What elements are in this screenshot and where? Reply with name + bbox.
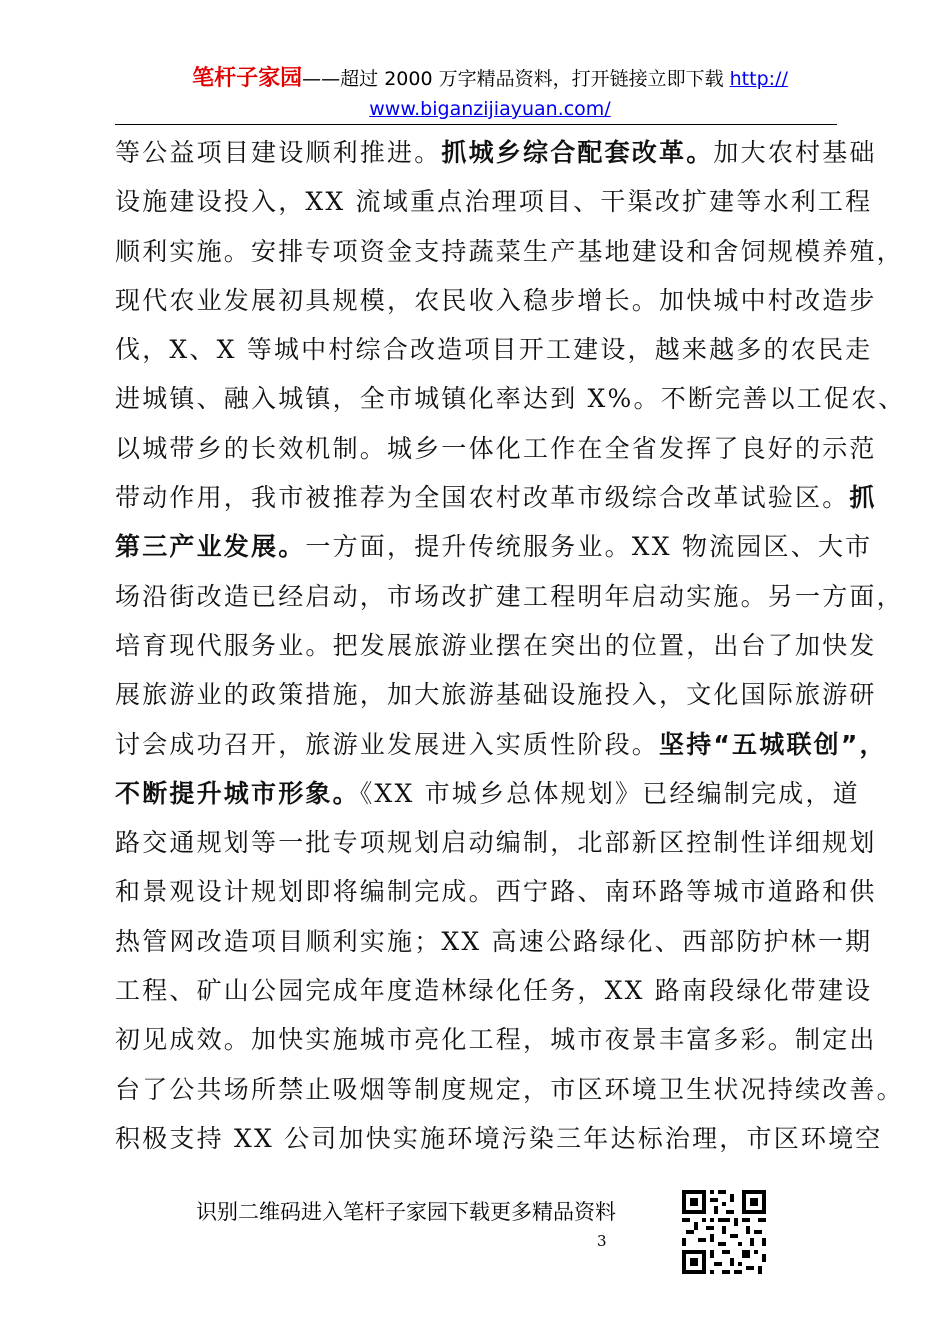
text-line: 场沿街改造已经启动，市场改扩建工程明年启动实施。另一方面， [115,581,904,611]
qr-code-icon[interactable] [680,1188,768,1276]
text-line: 和景观设计规划即将编制完成。西宁路、南环路等城市道路和供 [115,877,877,907]
text-line: 讨会成功召开，旅游业发展进入实质性阶段。坚持“五城联创”， [115,729,887,759]
footer-promo: 识别二维码进入笔杆子家园下载更多精品资料 [196,1200,616,1224]
text-line: 以城带乡的长效机制。城乡一体化工作在全省发挥了良好的示范 [115,433,877,463]
text-line: 工程、矿山公园完成年度造林绿化任务，XX 路南段绿化带建设 [115,976,873,1006]
text-line: 路交通规划等一批专项规划启动编制，北部新区控制性详细规划 [115,828,877,858]
page-header [150,64,830,124]
header-divider [115,124,837,125]
text-line: 展旅游业的政策措施，加大旅游基础设施投入，文化国际旅游研 [115,680,877,710]
text-line: 带动作用，我市被推荐为全国农村改革市级综合改革试验区。抓 [115,483,877,513]
bold-heading: 不断提升城市形象。 [115,778,360,808]
brand-name: 笔杆子家园 [192,66,303,91]
bold-heading: 抓 [849,483,877,513]
bold-heading: 抓城乡综合配套改革。 [441,138,714,167]
text-line: 进城镇、融入城镇，全市城镇化率达到 X%。不断完善以工促农、 [115,384,906,414]
download-link-part1[interactable]: http:// [729,68,788,90]
text-line: 积极支持 XX 公司加快实施环境污染三年达标治理，市区环境空 [115,1123,883,1153]
header-tagline: ——超过 2000 万字精品资料，打开链接立即下载 [302,68,730,90]
text-line: 台了公共场所禁止吸烟等制度规定，市区环境卫生状况持续改善。 [115,1074,904,1104]
download-link-part2[interactable]: www.biganzijiayuan.com/ [369,98,611,120]
bold-heading: 坚持“五城联创”， [659,729,887,759]
bold-heading: 第三产业发展。 [115,532,306,562]
text-line: 设施建设投入，XX 流域重点治理项目、干渠改扩建等水利工程 [115,187,873,217]
text-line: 不断提升城市形象。《XX 市城乡总体规划》已经编制完成，道 [115,778,860,808]
text-line: 等公益项目建设顺利推进。抓城乡综合配套改革。加大农村基础 [115,138,877,167]
text-line: 培育现代服务业。把发展旅游业摆在突出的位置，出台了加快发 [115,630,877,660]
document-body [115,128,906,1163]
text-line: 热管网改造项目顺利实施；XX 高速公路绿化、西部防护林一期 [115,926,873,956]
text-line: 顺利实施。安排专项资金支持蔬菜生产基地建设和舍饲规模养殖， [115,236,904,266]
text-line: 现代农业发展初具规模，农民收入稳步增长。加快城中村改造步 [115,285,877,315]
page-number: 3 [597,1232,607,1250]
text-line: 伐，X、X 等城中村综合改造项目开工建设，越来越多的农民走 [115,335,873,365]
text-line: 第三产业发展。一方面，提升传统服务业。XX 物流园区、大市 [115,532,873,562]
text-line: 初见成效。加快实施城市亮化工程，城市夜景丰富多彩。制定出 [115,1025,877,1055]
